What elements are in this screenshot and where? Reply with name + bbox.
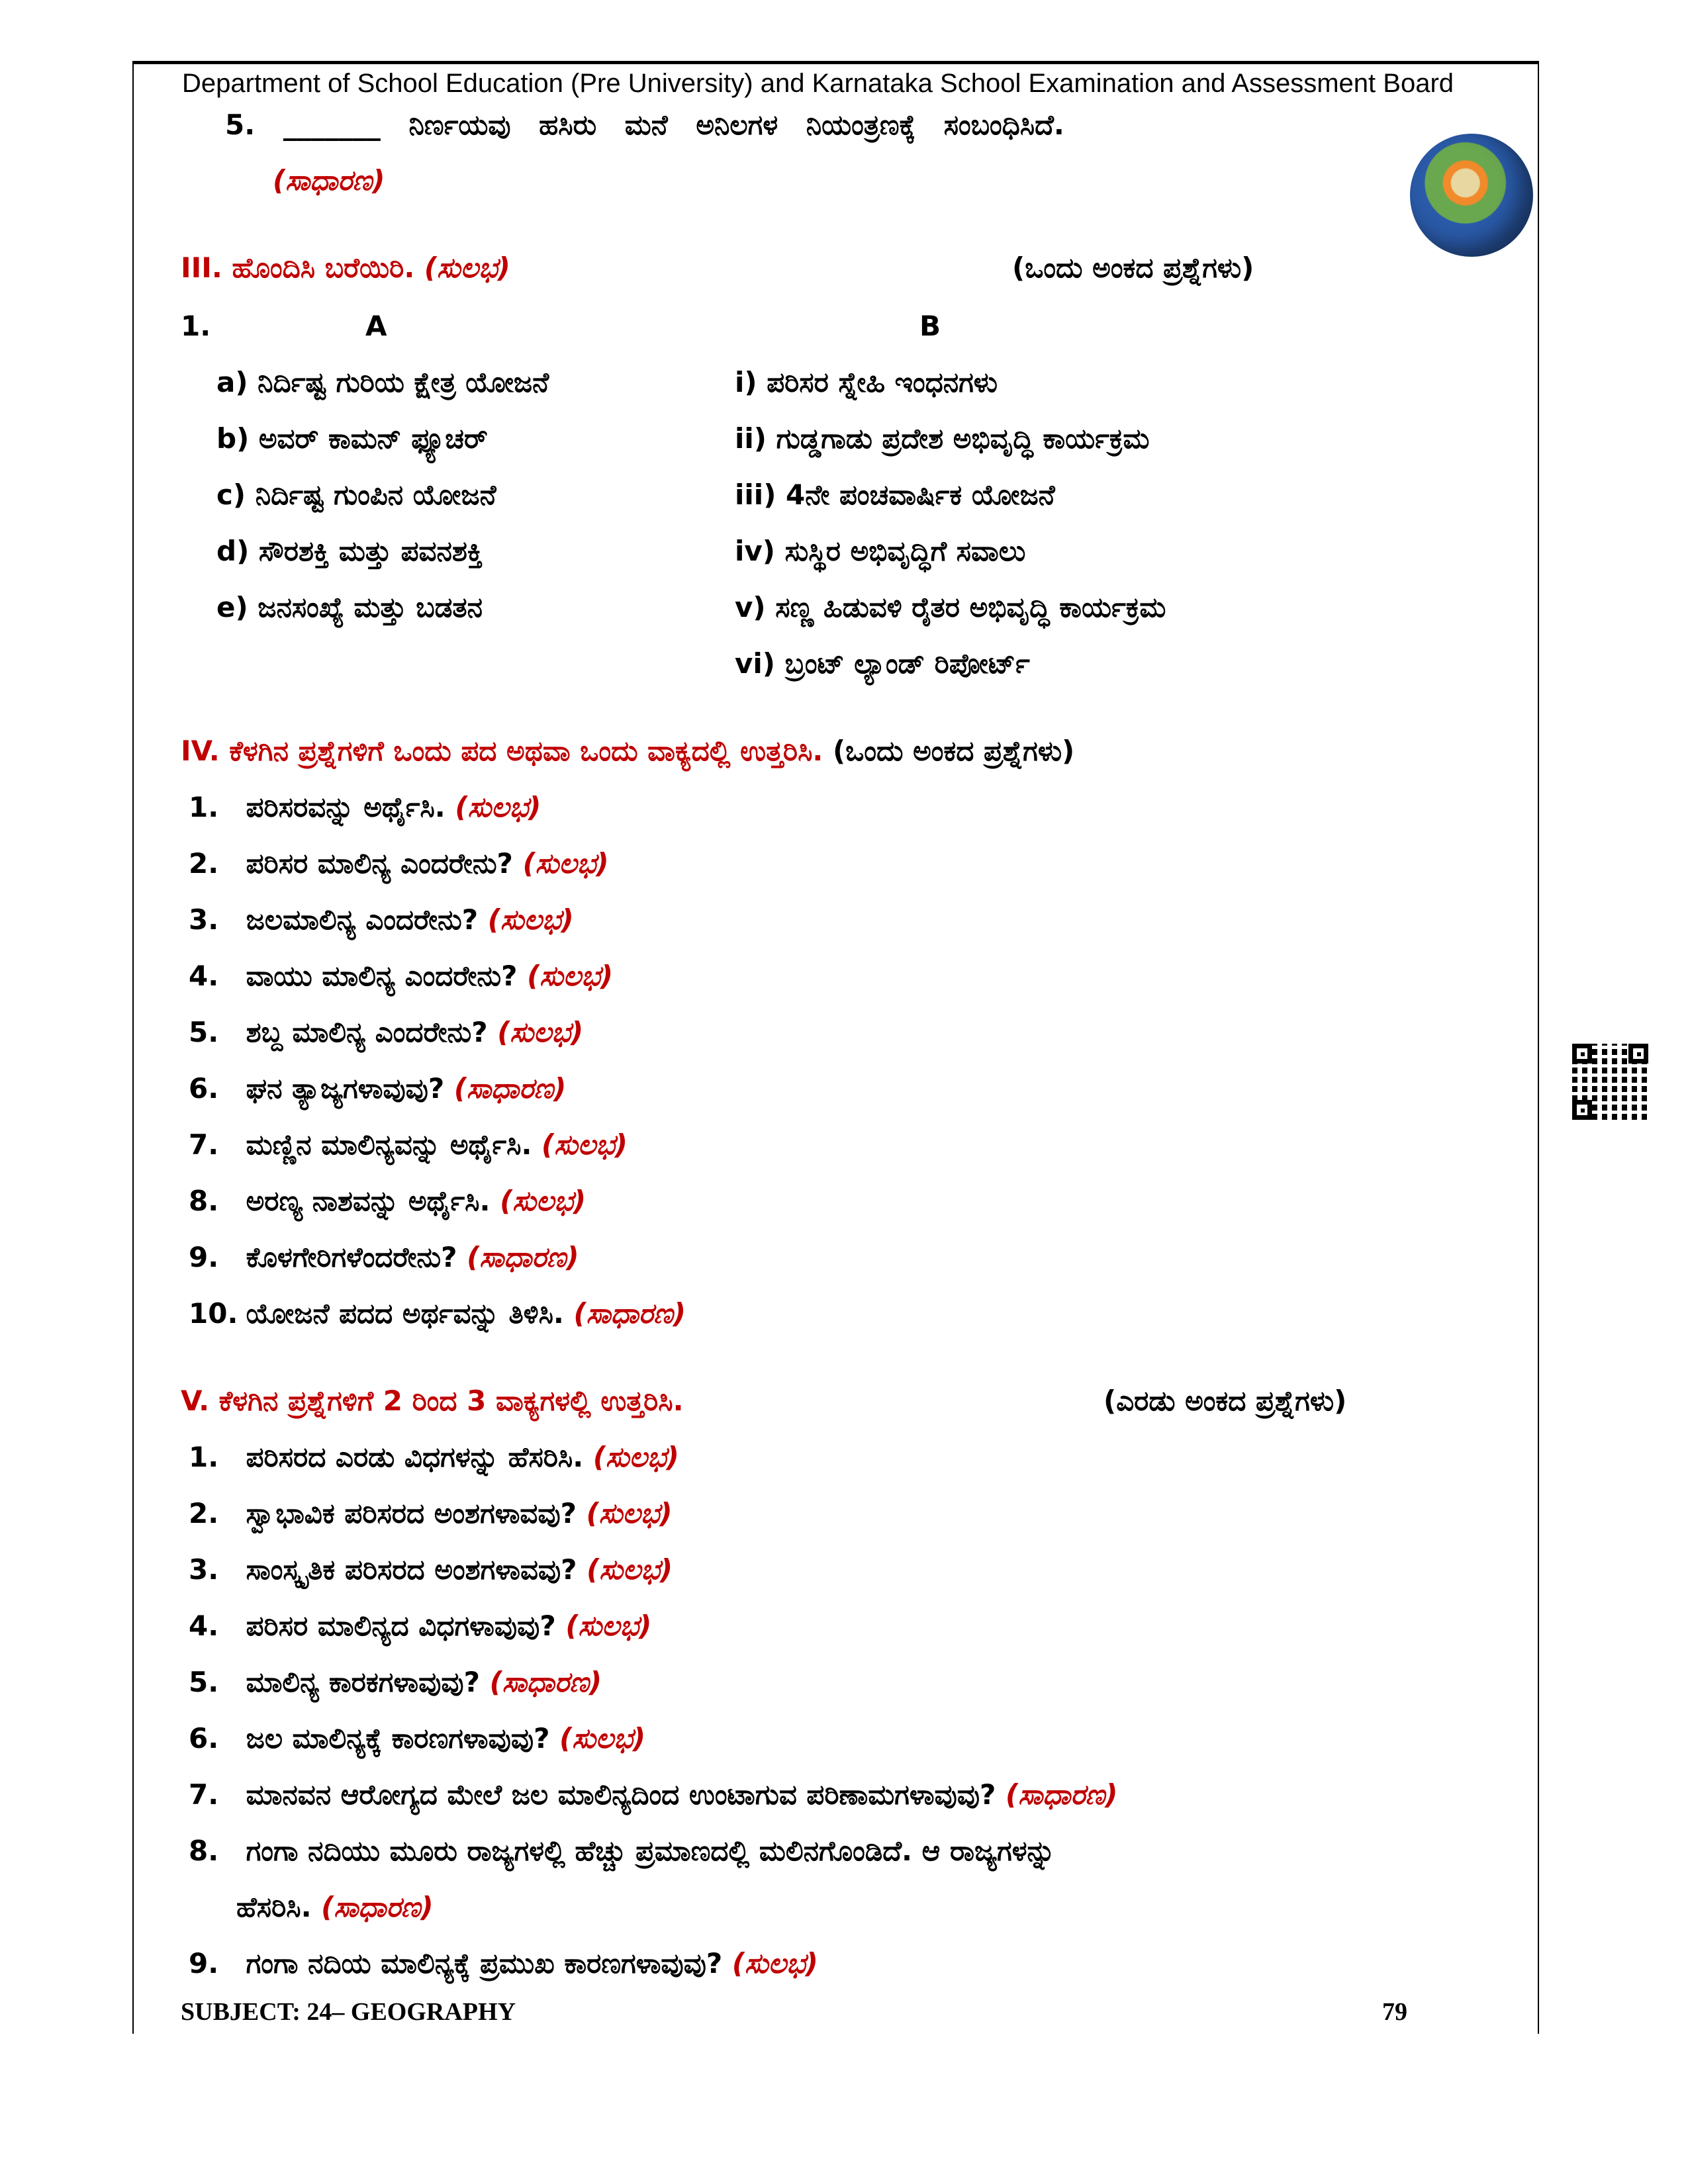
question-text: ಪರಿಸರ ಮಾಲಿನ್ಯ ಎಂದರೇನು? [246, 847, 513, 880]
question-text: ನಿರ್ಣಯವು ಹಸಿರು ಮನೆ ಅನಿಲಗಳ ನಿಯಂತ್ರಣಕ್ಕೆ ಸಂಬಂಧಿಸಿದೆ. [408, 109, 1064, 141]
match-item-a: a) ನಿರ್ದಿಷ್ಟ ಗುರಿಯ ಕ್ಷೇತ್ರ ಯೋಜನೆ [216, 366, 549, 398]
question-number: 8. [189, 1185, 219, 1217]
difficulty-tag: (ಸುಲಭ) [527, 960, 614, 992]
question-text-cont: ಹೆಸರಿಸಿ. [236, 1891, 312, 1923]
qr-code [1572, 1044, 1648, 1120]
question-number: 1. [189, 1441, 219, 1473]
question-item [189, 1297, 686, 1330]
match-item-b: iv) ಸುಸ್ಥಿರ ಅಭಿವೃದ್ಧಿಗೆ ಸವಾಲು [735, 535, 1026, 567]
question-text: ಶಬ್ದ ಮಾಲಿನ್ಯ ಎಂದರೇನು? [246, 1016, 488, 1048]
difficulty-tag: (ಸುಲಭ) [455, 791, 541, 823]
question-number: 8. [189, 1835, 219, 1867]
column-a-header: A [365, 310, 387, 342]
question-item [189, 1016, 583, 1049]
difficulty-tag: (ಸಾಧಾರಣ) [467, 1241, 579, 1273]
difficulty-tag: (ಸುಲಭ) [500, 1185, 586, 1217]
column-b-header: B [919, 310, 941, 342]
qr-finder [1572, 1044, 1592, 1064]
question-number: 3. [189, 903, 219, 936]
question-item [189, 1666, 602, 1699]
question-item [189, 1441, 679, 1474]
page-number: 79 [1382, 1998, 1407, 2026]
question-text: ಸಾಂಸ್ಕೃತಿಕ ಪರಿಸರದ ಅಂಶಗಳಾವವು? [246, 1553, 577, 1586]
match-item-b: v) ಸಣ್ಣ ಹಿಡುವಳಿ ರೈತರ ಅಭಿವೃದ್ಧಿ ಕಾರ್ಯಕ್ರಮ [735, 591, 1166, 623]
question-text: ಪರಿಸರದ ಎರಡು ವಿಧಗಳನ್ನು ಹೆಸರಿಸಿ. [246, 1441, 584, 1473]
question-item [189, 1778, 1117, 1811]
question-number: 4. [189, 960, 219, 992]
qr-finder [1572, 1100, 1592, 1120]
question-item [189, 1553, 673, 1586]
board-header: Department of School Education (Pre University) and Karnataka School Examination and Assessment Board [182, 69, 1454, 98]
question-number: 4. [189, 1610, 219, 1642]
question-number: 1. [189, 791, 219, 823]
question-text: ಮಾಲಿನ್ಯ ಕಾರಕಗಳಾವುವು? [246, 1666, 480, 1698]
difficulty-tag: (ಸಾಧಾರಣ) [453, 1072, 567, 1105]
question-number: 6. [189, 1072, 219, 1105]
question-text: ಗಂಗಾ ನದಿಯ ಮಾಲಿನ್ಯಕ್ಕೆ ಪ್ರಮುಖ ಕಾರಣಗಳಾವುವು? [246, 1947, 723, 1979]
difficulty-tag: (ಸಾಧಾರಣ) [273, 164, 385, 197]
question-item [189, 1722, 645, 1755]
question-text: ಗಂಗಾ ನದಿಯು ಮೂರು ರಾಜ್ಯಗಳಲ್ಲಿ ಹೆಚ್ಚು ಪ್ರಮಾಣದಲ್ಲಿ ಮಲಿನಗೊಂಡಿದೆ. ಆ ರಾಜ್ಯಗಳನ್ನು [246, 1835, 1055, 1867]
section-4-heading [181, 735, 1074, 768]
difficulty-tag: (ಸುಲಭ) [541, 1128, 628, 1161]
question-continuation [236, 1891, 434, 1924]
question-item [189, 1835, 1055, 1868]
qr-finder [1628, 1044, 1648, 1064]
question-text: ಮಾನವನ ಆರೋಗ್ಯದ ಮೇಲೆ ಜಲ ಮಾಲಿನ್ಯದಿಂದ ಉಂಟಾಗುವ ಪರಿಣಾಮಗಳಾವುವು? [246, 1778, 996, 1811]
question-number: 2. [189, 1497, 219, 1529]
section-3-marks: (ಒಂದು ಅಂಕದ ಪ್ರಶ್ನೆಗಳು) [1012, 251, 1254, 284]
question-number: 5. [225, 109, 256, 141]
match-item-a: c) ನಿರ್ದಿಷ್ಟ ಗುಂಪಿನ ಯೋಜನೆ [216, 478, 496, 511]
question-item [189, 791, 541, 824]
difficulty-tag: (ಸುಲಭ) [731, 1947, 818, 1979]
question-item [189, 1128, 628, 1161]
question-text: ಮಣ್ಣಿನ ಮಾಲಿನ್ಯವನ್ನು ಅರ್ಥೈಸಿ. [246, 1128, 532, 1161]
difficulty-tag: (ಸುಲಭ) [559, 1722, 646, 1754]
question-number: 7. [189, 1128, 219, 1161]
question-item [189, 903, 574, 936]
question-item [189, 960, 613, 993]
difficulty-tag: (ಸಾಧಾರಣ) [573, 1297, 686, 1330]
section-marks: (ಒಂದು ಅಂಕದ ಪ್ರಶ್ನೆಗಳು) [832, 735, 1075, 767]
question-item [189, 1072, 566, 1105]
question-item [189, 1241, 579, 1274]
heading-text: III. ಹೊಂದಿಸಿ ಬರೆಯಿರಿ. [181, 251, 415, 284]
match-item-a: d) ಸೌರಶಕ್ತಿ ಮತ್ತು ಪವನಶಕ್ತಿ [216, 535, 483, 567]
question-number: 7. [189, 1778, 219, 1811]
section-5-marks: (ಎರಡು ಅಂಕದ ಪ್ರಶ್ನೆಗಳು) [1103, 1385, 1347, 1417]
question-text: ಜಲ ಮಾಲಿನ್ಯಕ್ಕೆ ಕಾರಣಗಳಾವುವು? [246, 1722, 550, 1754]
heading-text: IV. ಕೆಳಗಿನ ಪ್ರಶ್ನೆಗಳಿಗೆ ಒಂದು ಪದ ಅಥವಾ ಒಂದು ವಾಕ್ಯದಲ್ಲಿ ಉತ್ತರಿಸಿ. [181, 735, 823, 767]
difficulty-tag: (ಸಾಧಾರಣ) [321, 1891, 434, 1923]
difficulty-tag: (ಸುಲಭ) [424, 251, 510, 284]
question-item [189, 1610, 651, 1643]
blank: _______ [283, 109, 381, 141]
question-text: ಕೊಳಗೇರಿಗಳೆಂದರೇನು? [246, 1241, 457, 1273]
question-item [189, 1185, 586, 1218]
match-item-a: b) ಅವರ್ ಕಾಮನ್ ಫ್ಯೂಚರ್ [216, 422, 488, 455]
difficulty-tag: (ಸುಲಭ) [586, 1553, 673, 1586]
footer-subject: SUBJECT: 24– GEOGRAPHY [181, 1998, 516, 2026]
match-item-b: vi) ಬ್ರಂಟ್ ಲ್ಯಾಂಡ್ ರಿಪೋರ್ಟ್ [735, 647, 1030, 680]
difficulty-tag: (ಸುಲಭ) [592, 1441, 679, 1473]
question-item [189, 1947, 818, 1980]
question-text: ಅರಣ್ಯ ನಾಶವನ್ನು ಅರ್ಥೈಸಿ. [246, 1185, 491, 1217]
difficulty-tag: (ಸುಲಭ) [565, 1610, 652, 1642]
question-number: 3. [189, 1553, 219, 1586]
match-item-b: i) ಪರಿಸರ ಸ್ನೇಹಿ ಇಂಧನಗಳು [735, 366, 998, 398]
question-text: ಸ್ವಾಭಾವಿಕ ಪರಿಸರದ ಅಂಶಗಳಾವವು? [246, 1497, 577, 1529]
match-number: 1. [181, 310, 211, 342]
question-number: 2. [189, 847, 219, 880]
question-text: ಜಲಮಾಲಿನ್ಯ ಎಂದರೇನು? [246, 903, 479, 936]
difficulty-tag: (ಸಾಧಾರಣ) [1006, 1778, 1118, 1811]
question-text: ಘನ ತ್ಯಾಜ್ಯಗಳಾವುವು? [246, 1072, 445, 1105]
question-number: 10. [189, 1297, 238, 1330]
question-text: ವಾಯು ಮಾಲಿನ್ಯ ಎಂದರೇನು? [246, 960, 518, 992]
question-text: ಪರಿಸರವನ್ನು ಅರ್ಥೈಸಿ. [246, 791, 445, 823]
section-3-heading [181, 251, 510, 285]
question-5 [225, 109, 1064, 142]
difficulty-tag: (ಸುಲಭ) [487, 903, 574, 936]
match-item-b: ii) ಗುಡ್ಡಗಾಡು ಪ್ರದೇಶ ಅಭಿವೃದ್ಧಿ ಕಾರ್ಯಕ್ರಮ [735, 422, 1150, 455]
question-number: 5. [189, 1016, 219, 1048]
question-number: 9. [189, 1947, 219, 1979]
difficulty-tag: (ಸುಲಭ) [586, 1497, 673, 1529]
difficulty-tag: (ಸಾಧಾರಣ) [489, 1666, 602, 1698]
question-number: 9. [189, 1241, 219, 1273]
match-item-a: e) ಜನಸಂಖ್ಯೆ ಮತ್ತು ಬಡತನ [216, 591, 483, 623]
question-item [189, 847, 609, 880]
question-text: ಪರಿಸರ ಮಾಲಿನ್ಯದ ವಿಧಗಳಾವುವು? [246, 1610, 556, 1642]
section-5-heading: V. ಕೆಳಗಿನ ಪ್ರಶ್ನೆಗಳಿಗೆ 2 ರಿಂದ 3 ವಾಕ್ಯಗಳಲ್ಲಿ ಉತ್ತರಿಸಿ. [181, 1385, 684, 1417]
difficulty-tag: (ಸುಲಭ) [522, 847, 609, 880]
match-item-b: iii) 4ನೇ ಪಂಚವಾರ್ಷಿಕ ಯೋಜನೆ [735, 478, 1055, 511]
question-item [189, 1497, 673, 1530]
question-number: 5. [189, 1666, 219, 1698]
globe-image [1410, 134, 1533, 257]
difficulty-tag: (ಸುಲಭ) [497, 1016, 584, 1048]
question-text: ಯೋಜನೆ ಪದದ ಅರ್ಥವನ್ನು ತಿಳಿಸಿ. [246, 1297, 564, 1330]
question-number: 6. [189, 1722, 219, 1754]
